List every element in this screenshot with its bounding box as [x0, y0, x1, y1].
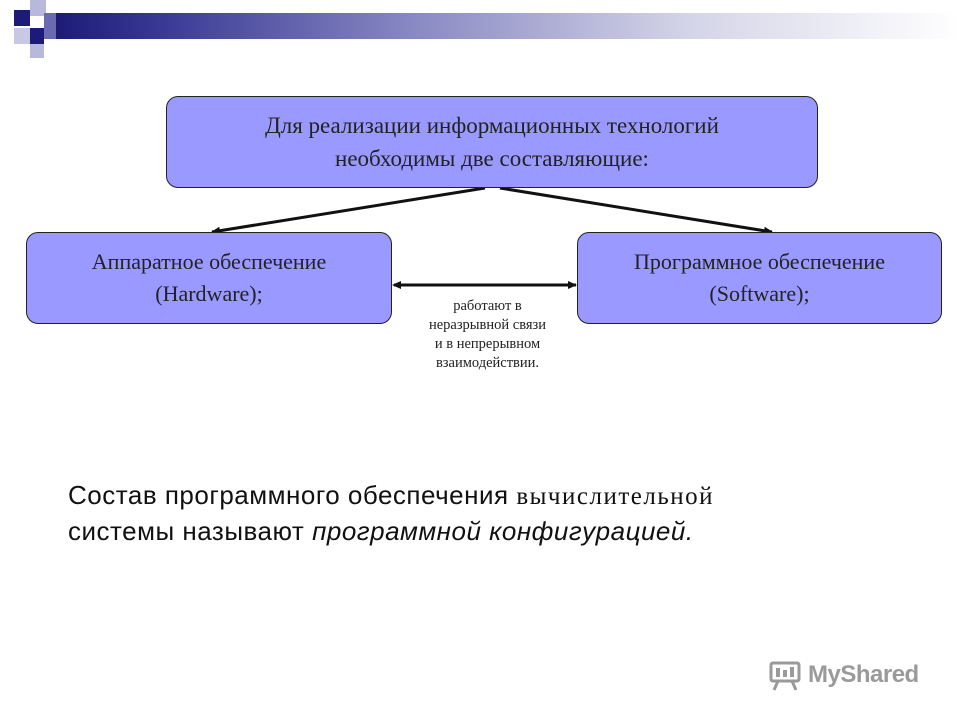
top-box-line2: необходимы две составляющие: — [335, 146, 649, 171]
link-note-line3: и в непрерывном — [434, 336, 541, 352]
link-note-line2: неразрывной связи — [428, 317, 547, 333]
software-box-line2: (Software); — [709, 281, 810, 306]
top-box-line1: Для реализации информационных технологий — [265, 113, 719, 138]
link-note-line4: взаимодействии. — [435, 355, 540, 371]
watermark — [768, 656, 919, 694]
presentation-board-icon — [768, 658, 802, 692]
software-box — [577, 232, 942, 324]
link-note-line1: работают в — [453, 298, 522, 314]
arrow-to-software — [500, 188, 772, 232]
definition-part1: Состав программного обеспечения — [68, 480, 517, 510]
definition-paragraph — [68, 478, 918, 548]
hardware-box — [26, 232, 392, 324]
hardware-box-line2: (Hardware); — [155, 281, 263, 306]
hardware-box-line1: Аппаратное обеспечение — [91, 249, 327, 274]
components-requirement-box — [166, 96, 818, 188]
arrow-to-hardware — [212, 188, 485, 232]
definition-part2: вычислительной — [516, 483, 714, 510]
definition-part3: системы называют — [68, 516, 313, 546]
definition-term: программной конфигурацией. — [312, 516, 694, 546]
software-box-line1: Программное обеспечение — [634, 249, 885, 274]
watermark-text: MyShared — [808, 661, 919, 688]
link-note — [405, 297, 570, 373]
